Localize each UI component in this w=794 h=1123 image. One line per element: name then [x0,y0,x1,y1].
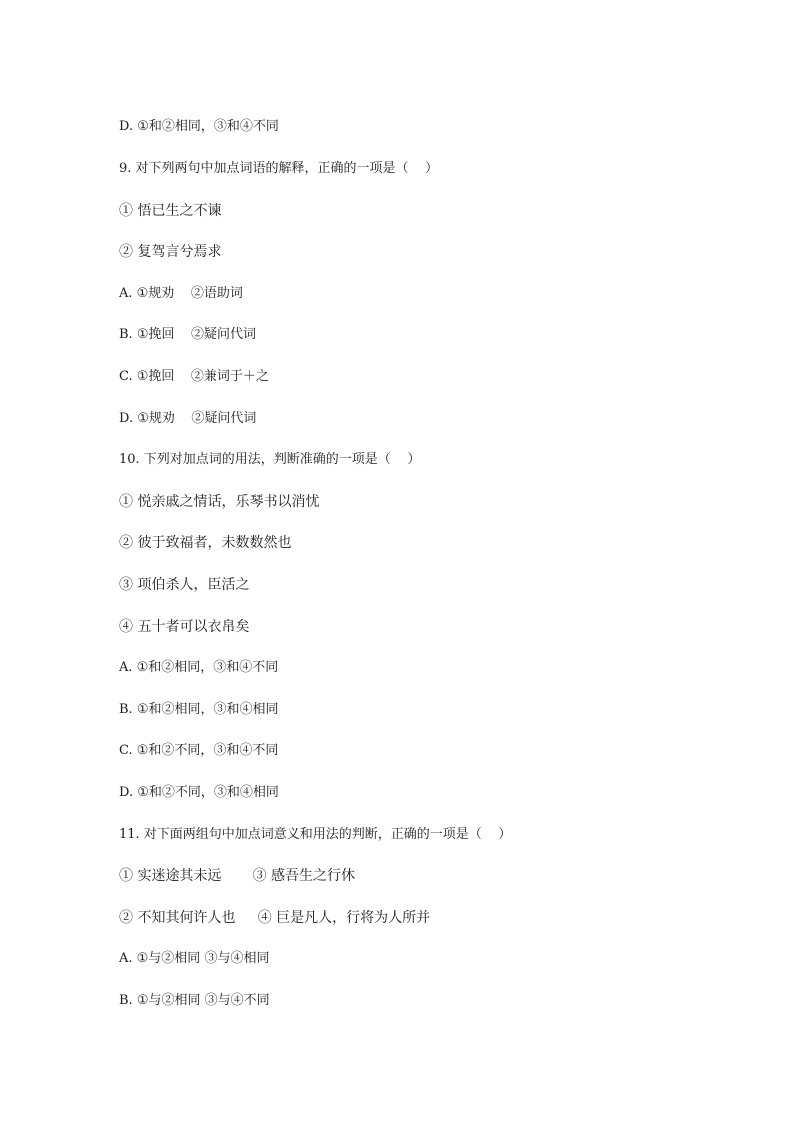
q9-sentence-1: ① 悟已生之不谏 [119,203,222,219]
q10-sentence-2: ② 彼于致福者，未数数然也 [119,535,292,551]
q9-option-a: A. ①规劝 ②语助词 [119,286,243,301]
q11-sentences-row-1: ① 实迷途其未远 ③ 感吾生之行休 [119,868,356,884]
q10-sentence-4: ④ 五十者可以衣帛矣 [119,619,250,635]
q11-option-b: B. ①与②相同 ③与④不同 [119,993,270,1008]
q11-option-a: A. ①与②相同 ③与④相同 [119,951,270,966]
q8-option-d: D. ①和②相同，③和④不同 [119,119,279,134]
q10-stem: 10. 下列对加点词的用法，判断准确的一项是（ ） [119,452,421,467]
q10-option-c: C. ①和②不同，③和④不同 [119,743,279,758]
q9-option-c: C. ①挽回 ②兼词于＋之 [119,369,269,384]
q9-stem: 9. 对下列两句中加点词语的解释，正确的一项是（ ） [119,161,439,176]
q9-option-b: B. ①挽回 ②疑问代词 [119,327,257,342]
q9-option-d: D. ①规劝 ②疑问代词 [119,411,257,426]
q10-option-b: B. ①和②相同，③和④相同 [119,702,279,717]
q10-sentence-1: ① 悦亲戚之情话，乐琴书以消忧 [119,494,320,510]
q9-sentence-2: ② 复驾言兮焉求 [119,244,222,260]
q11-sentences-row-2: ② 不知其何许人也 ④ 巨是凡人，行将为人所并 [119,910,431,926]
q10-sentence-3: ③ 项伯杀人，臣活之 [119,577,250,593]
q11-stem: 11. 对下面两组句中加点词意义和用法的判断，正确的一项是（ ） [119,827,512,842]
q10-option-a: A. ①和②相同，③和④不同 [119,660,279,675]
q10-option-d: D. ①和②不同，③和④相同 [119,785,279,800]
